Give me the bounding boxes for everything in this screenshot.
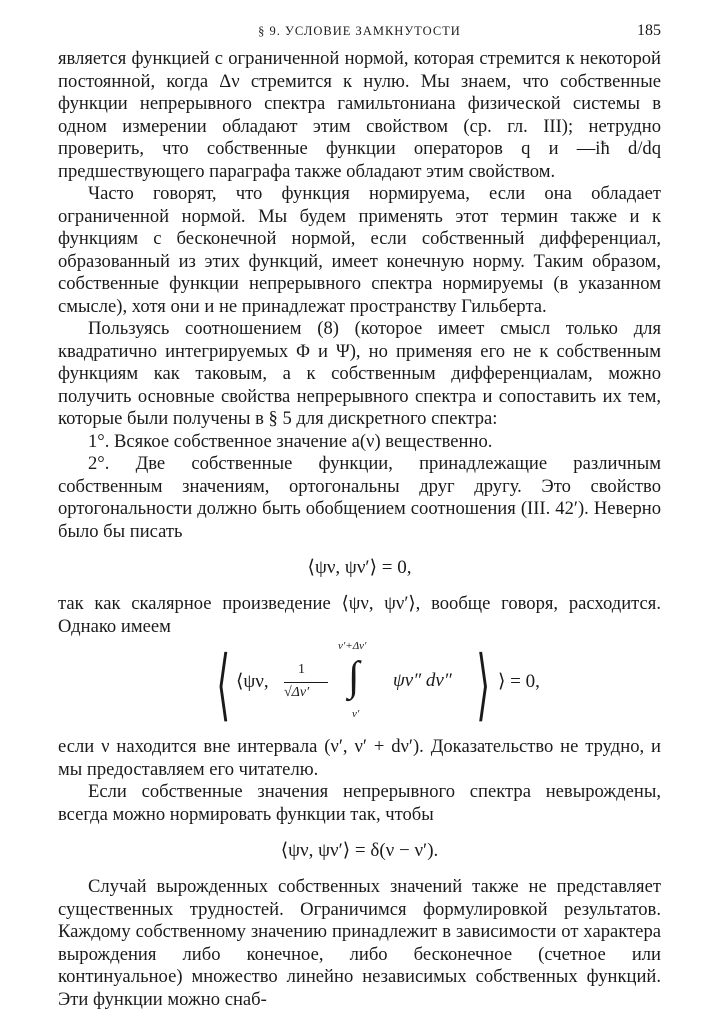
paragraph-interval: если ν находится вне интервала (ν′, ν′ + dν′). Доказательство не трудно, и мы предоставляем его читателю. [58,736,661,780]
running-title: § 9. УСЛОВИЕ ЗАМКНУТОСТИ [258,24,461,38]
eq2-fraction-denominator: √Δν′ [284,685,310,700]
paragraph-2: Часто говорят, что функция нормируема, если она обладает ограниченной нормой. Мы будем применять этот термин также и к функциям с бесконечной нормой, если собственный дифференциал, образованный из этих функций, имеет конечную норму. Таким образом, собственные функции непрерывного спектра нормируемы (в указанном смысле), хотя они и не принадлежат пространству Гильберта. [58,183,661,317]
book-page [58,22,661,1011]
property-2: 2°. Две собственные функции, принадлежащие различным собственным значениям, ортогональны друг другу. Это свойство ортогональности должно быть обобщением соотношения (III. 42′). Неверно было бы писать [58,453,661,542]
eq2-right: ⟩ = 0, [498,671,540,692]
equation-delta-normalization: ⟨ψν, ψν′⟩ = δ(ν − ν′). [280,840,439,861]
paragraph-degenerate: Случай вырожденных собственных значений также не представляет существенных трудностей. Ограничимся формулировкой результатов. Каждому собственному значению принадлежит в зависимости от характера вырождения либо конечное, либо бесконечное (счетное или континуальное) множество линейно независимых собственных функций. Эти функции можно снаб- [58,876,661,1010]
integral-sign: ∫ [348,654,360,700]
eq2-integrand: ψν″ dν″ [393,670,452,691]
paragraph-normalization: Если собственные значения непрерывного спектра невырождены, всегда можно нормировать функции так, чтобы [58,781,661,825]
paragraph-1: является функцией с ограниченной нормой, которая стремится к некоторой постоянной, когда Δν стремится к нулю. Мы знаем, что собственные функции непрерывного спектра гамильтониана физической системы в одном измерении обладают этим свойством (ср. гл. III); нетрудно проверить, что собственные функции операторов q и —iħ d/dq предшествующего параграфа также обладают этим свойством. [58,48,661,182]
paragraph-scalar-product: так как скалярное произведение ⟨ψν, ψν′⟩, вообще говоря, расходится. Однако имеем [58,593,661,637]
eq2-upper-limit: ν′+Δν′ [338,640,367,652]
paragraph-3: Пользуясь соотношением (8) (которое имеет смысл только для квадратично интегрируемых Φ и Ψ), но применяя его не к собственным функциям как таковым, а к собственным дифференциалам, можно получить основные свойства непрерывного спектра и сопоставить их тем, которые были получены в § 5 для дискретного спектра: [58,318,661,429]
eq2-open-angle: ⟨ [216,641,231,728]
eq2-lower-limit: ν′ [352,708,360,720]
eq2-fraction-bar [284,682,328,683]
eq2-close-angle: ⟩ [476,641,491,728]
page-header [58,22,661,48]
eq2-fraction-numerator: 1 [298,662,305,677]
equation-orthogonality-wrong: ⟨ψν, ψν′⟩ = 0, [307,557,412,578]
page-number: 185 [637,22,661,39]
equation-eigen-differential [58,640,661,732]
eq2-left: ⟨ψν, [236,671,269,692]
property-1: 1°. Всякое собственное значение a(ν) вещественно. [88,430,493,452]
